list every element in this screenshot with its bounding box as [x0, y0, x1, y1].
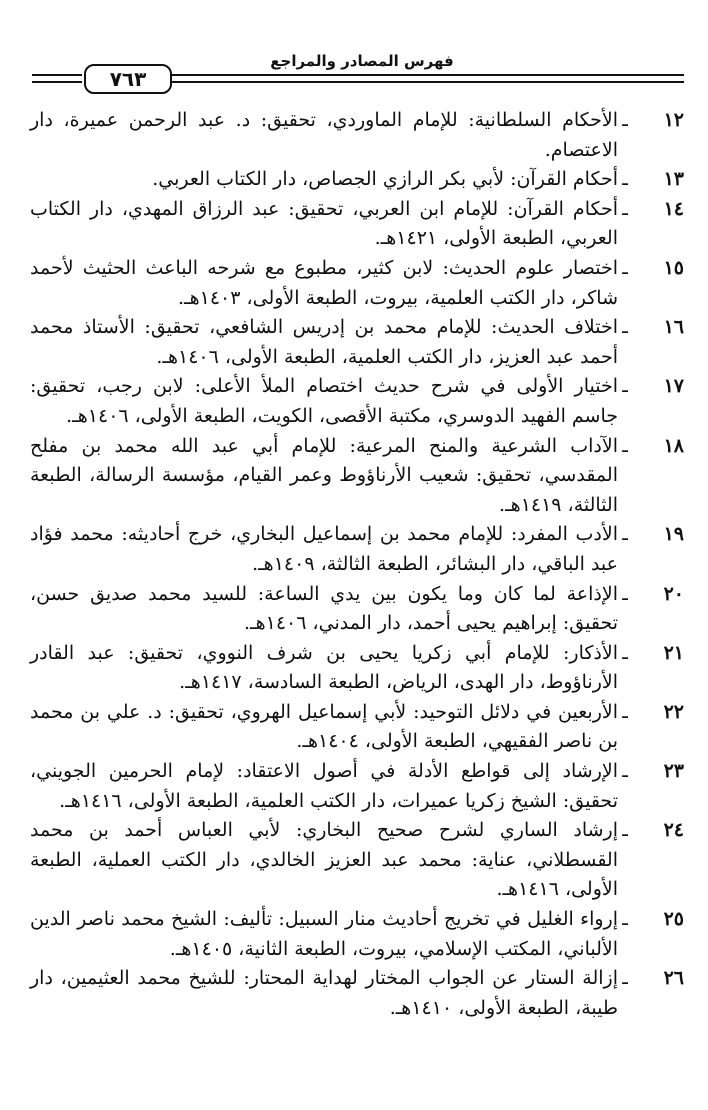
- entry-number: ٢٢: [663, 700, 684, 723]
- bibliography-entry: [30, 698, 684, 757]
- entry-dash: ـ: [622, 316, 628, 339]
- page-number: ٧٦٣: [84, 64, 172, 94]
- entry-dash: ـ: [622, 523, 628, 546]
- running-title: فهرس المصادر والمراجع: [270, 52, 454, 70]
- bibliography-entry: [30, 757, 684, 816]
- entry-text: الإذاعة لما كان وما يكون بين يدي الساعة: للسيد محمد صديق حسن، تحقيق: إبراهيم يحيى أحمد، دار المدني، ١٤٠٦هـ.: [30, 582, 618, 635]
- entry-dash: ـ: [622, 908, 628, 931]
- entry-dash: ـ: [622, 168, 628, 191]
- entry-number: ٢٤: [663, 819, 684, 842]
- entry-dash: ـ: [622, 819, 628, 842]
- entry-dash: ـ: [622, 375, 628, 398]
- entry-number: ١٤: [663, 197, 684, 220]
- bibliography-entry: [30, 639, 684, 698]
- entry-number: ١٢: [663, 109, 684, 131]
- entry-number: ٢٥: [663, 908, 684, 931]
- page-header: [32, 48, 684, 96]
- entry-dash: ـ: [622, 197, 628, 220]
- entry-number: ٢٣: [663, 760, 684, 783]
- entry-dash: ـ: [622, 760, 628, 783]
- bibliography-entry: [30, 432, 684, 521]
- entry-number: ١٩: [663, 523, 684, 546]
- entry-text: الأدب المفرد: للإمام محمد بن إسماعيل البخاري، خرج أحاديثه: محمد فؤاد عبد الباقي، دار البشائر، الطبعة الثالثة، ١٤٠٩هـ.: [30, 523, 618, 575]
- header-rule-left-bottom: [32, 81, 82, 83]
- entry-dash: ـ: [622, 256, 628, 279]
- header-rule-right-bottom: [172, 81, 684, 83]
- bibliography-entry: [30, 964, 684, 1023]
- header-rule-right-top: [172, 74, 684, 76]
- entry-dash: ـ: [622, 967, 628, 990]
- bibliography-entry: [30, 520, 684, 579]
- bibliography-entry: [30, 816, 684, 905]
- entry-text: الأربعين في دلائل التوحيد: لأبي إسماعيل الهروي، تحقيق: د. علي بن محمد بن ناصر الفقيهي، الطبعة الأولى، ١٤٠٤هـ.: [30, 700, 618, 753]
- bibliography-entry: [30, 580, 684, 639]
- entry-text: اختلاف الحديث: للإمام محمد بن إدريس الشافعي، تحقيق: الأستاذ محمد أحمد عبد العزيز، دار الكتب العلمية، الطبعة الأولى، ١٤٠٦هـ.: [30, 316, 618, 368]
- entry-text: أحكام القرآن: لأبي بكر الرازي الجصاص، دار الكتاب العربي.: [152, 168, 618, 191]
- entry-text: الأحكام السلطانية: للإمام الماوردي، تحقيق: د. عبد الرحمن عميرة، دار الاعتصام.: [30, 109, 618, 161]
- entry-dash: ـ: [622, 109, 628, 131]
- entry-number: ١٦: [663, 316, 684, 339]
- entry-text: اختصار علوم الحديث: لابن كثير، مطبوع مع شرحه الباعث الحثيث لأحمد شاكر، دار الكتب العلمية، بيروت، الطبعة الأولى، ١٤٠٣هـ.: [30, 256, 618, 309]
- bibliography-entry: [30, 905, 684, 964]
- bibliography-entry: [30, 254, 684, 313]
- entry-number: ١٣: [663, 168, 684, 191]
- entry-number: ١٧: [663, 375, 684, 398]
- bibliography-entry: [30, 106, 684, 165]
- entry-dash: ـ: [622, 641, 628, 664]
- entry-dash: ـ: [622, 582, 628, 605]
- bibliography-list: [30, 106, 684, 1023]
- header-rule-left-top: [32, 74, 82, 76]
- bibliography-entry: [30, 165, 684, 195]
- entry-text: إزالة الستار عن الجواب المختار لهداية المحتار: للشيخ محمد العثيمين، دار طيبة، الطبعة الأولى، ١٤١٠هـ.: [30, 967, 618, 1019]
- entry-number: ٢٦: [663, 967, 684, 990]
- entry-dash: ـ: [622, 434, 628, 457]
- entry-number: ١٥: [663, 256, 684, 279]
- bibliography-entry: [30, 195, 684, 254]
- entry-text: إرشاد الساري لشرح صحيح البخاري: لأبي العباس أحمد بن محمد القسطلاني، عناية: محمد عبد العزيز الخالدي، دار الكتب العملية، الطبعة الأولى، ١٤١٦هـ.: [30, 819, 618, 901]
- entry-text: الأذكار: للإمام أبي زكريا يحيى بن شرف النووي، تحقيق: عبد القادر الأرناؤوط، دار الهدى، الرياض، الطبعة السادسة، ١٤١٧هـ.: [30, 641, 618, 694]
- entry-text: الآداب الشرعية والمنح المرعية: للإمام أبي عبد الله محمد بن مفلح المقدسي، تحقيق: شعيب الأرناؤوط وعمر القيام، مؤسسة الرسالة، الطبعة الثالثة، ١٤١٩هـ.: [30, 434, 618, 516]
- entry-number: ٢١: [663, 641, 684, 664]
- entry-dash: ـ: [622, 700, 628, 723]
- bibliography-entry: [30, 372, 684, 431]
- entry-number: ١٨: [663, 434, 684, 457]
- bibliography-entry: [30, 313, 684, 372]
- entry-text: أحكام القرآن: للإمام ابن العربي، تحقيق: عبد الرزاق المهدي، دار الكتاب العربي، الطبعة الأولى، ١٤٢١هـ.: [30, 197, 618, 250]
- entry-text: اختيار الأولى في شرح حديث اختصام الملأ الأعلى: لابن رجب، تحقيق: جاسم الفهيد الدوسري، مكتبة الأقصى، الكويت، الطبعة الأولى، ١٤٠٦هـ.: [30, 375, 618, 427]
- entry-number: ٢٠: [663, 582, 684, 605]
- entry-text: الإرشاد إلى قواطع الأدلة في أصول الاعتقاد: لإمام الحرمين الجويني، تحقيق: الشيخ زكريا عميرات، دار الكتب العلمية، الطبعة الأولى، ١٤١٦هـ.: [30, 760, 618, 812]
- entry-text: إرواء الغليل في تخريج أحاديث منار السبيل: تأليف: الشيخ محمد ناصر الدين الألباني، المكتب الإسلامي، بيروت، الطبعة الثانية، ١٤٠٥هـ.: [30, 908, 618, 960]
